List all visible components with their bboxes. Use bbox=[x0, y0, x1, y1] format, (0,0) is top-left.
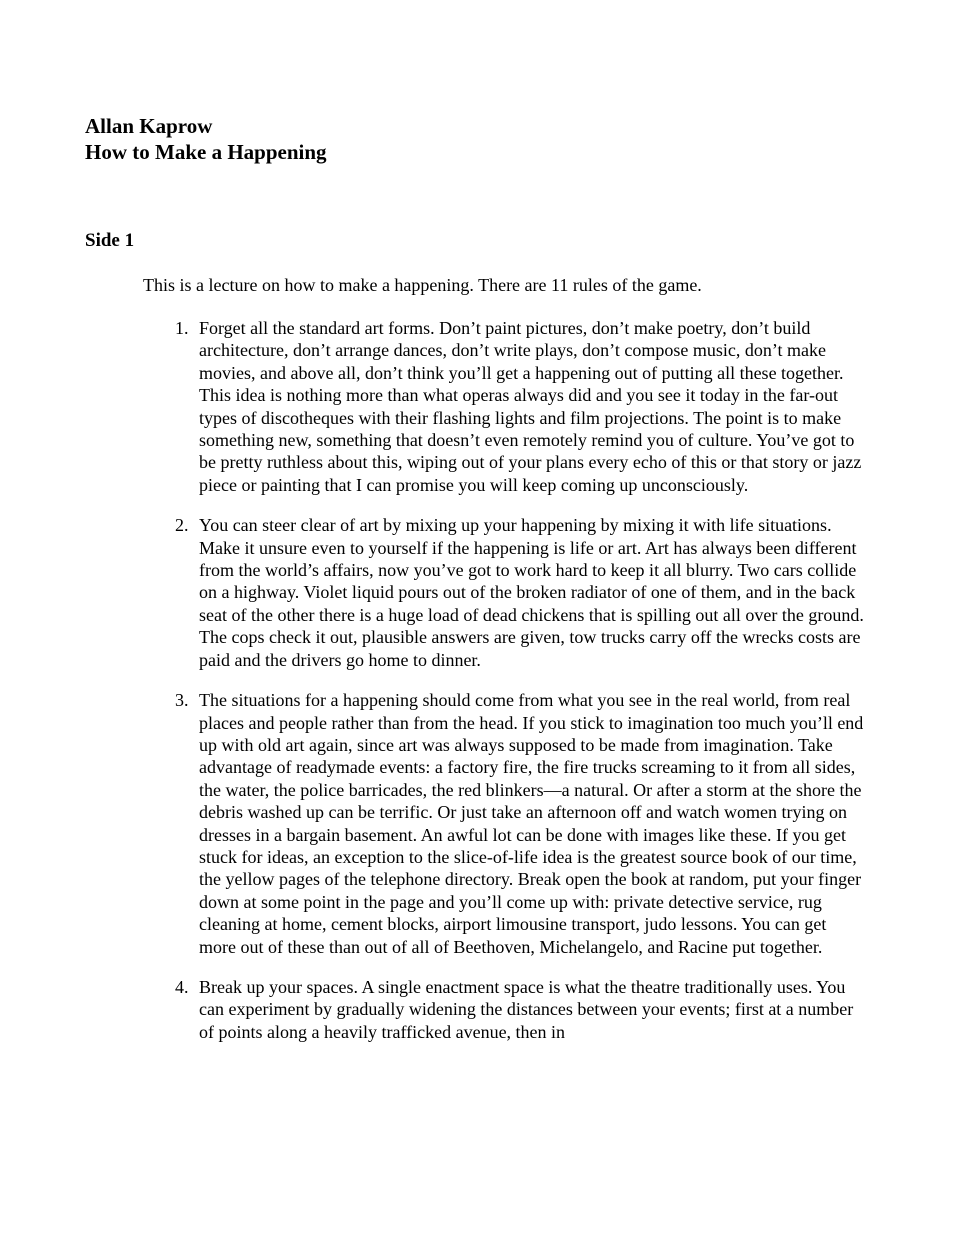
rule-item-2 bbox=[175, 514, 867, 671]
rule-text: You can steer clear of art by mixing up your happening by mixing it with life situations. Make it unsure even to yourself if the happening is life or art. Art has always been different from the world’s affairs, now you’ve got to work hard to keep it all blurry. Two cars collide on a highway. Violet liquid pours out of the broken radiator of one of them, and in the back seat of the other there is a huge load of dead chickens that is spilling out all over the ground. The cops check it out, plausible answers are given, tow trucks carry off the wrecks costs are paid and the drivers go home to dinner. bbox=[199, 515, 864, 670]
rule-number: 4. bbox=[175, 976, 189, 997]
rule-item-1 bbox=[175, 317, 867, 496]
rule-text: Break up your spaces. A single enactment space is what the theatre traditionally uses. You can experiment by gradually widening the distances between your events; first at a number of points along a heavily trafficked avenue, then in bbox=[199, 976, 854, 1042]
rule-number: 2. bbox=[175, 515, 189, 536]
rule-item-3 bbox=[175, 689, 867, 958]
document-author: Allan Kaprow bbox=[85, 114, 213, 138]
rule-text: Forget all the standard art forms. Don’t paint pictures, don’t make poetry, don’t build architecture, don’t arrange dances, don’t write plays, don’t compose music, don’t make movies, and above all, don’t think you’ll get a happening out of putting all these together. This idea is nothing more than what operas always did and you see it today in the far-out types of discotheques with their flashing lights and film projections. The point is to make something new, something that doesn’t even remotely remind you of culture. You’ve got to be pretty ruthless about this, wiping out of your plans every echo of this or that story or jazz piece or painting that I can promise you will keep coming up unconsciously. bbox=[199, 318, 862, 495]
title-block bbox=[85, 113, 327, 165]
rule-number: 3. bbox=[175, 690, 189, 711]
rule-number: 1. bbox=[175, 318, 189, 338]
section-heading: Side 1 bbox=[85, 230, 135, 251]
intro-paragraph: This is a lecture on how to make a happening. There are 11 rules of the game. bbox=[143, 275, 702, 295]
rule-text: The situations for a happening should come from what you see in the real world, from real places and people rather than from the head. If you stick to imagination too much you’ll end up with old art again, since art was always supposed to be made from imagination. Take advantage of readymade events: a factory fire, the fire trucks screaming to it from all sides, the water, the police barricades, the red blinkers—a natural. Or after a storm at the shore the debris washed up can be terrific. Or just take an afternoon off and watch women trying on dresses in a bargain basement. An awful lot can be done with images like these. If you get stuck for ideas, an exception to the slice-of-life idea is the greatest source book of our time, the yellow pages of the telephone directory. Break open the book at random, put your finger down at some point in the page and you’ll come up with: private detective service, rug cleaning at home, cement blocks, airport limousine transport, judo lessons. You can get more out of these than out of all of Beethoven, Michelangelo, and Racine put together. bbox=[199, 690, 864, 957]
document-title: How to Make a Happening bbox=[85, 140, 327, 164]
rules-list bbox=[175, 317, 867, 1061]
rule-item-4 bbox=[175, 976, 867, 1043]
